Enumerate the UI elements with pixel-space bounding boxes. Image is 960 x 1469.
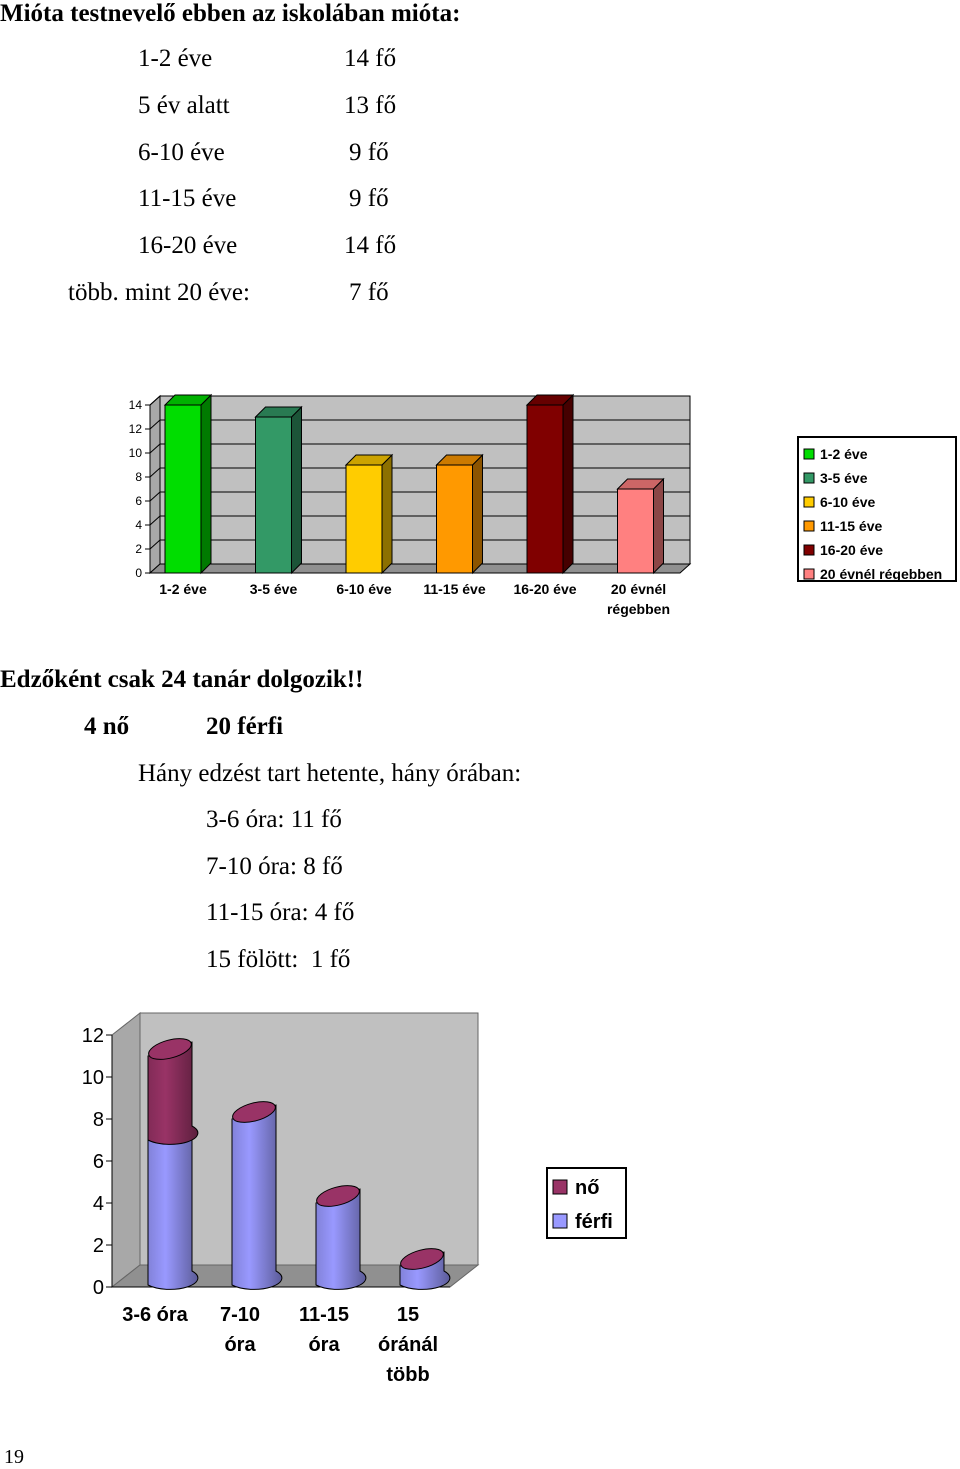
y-tick-label: 0: [92, 1277, 104, 1299]
y-tick-label: 4: [135, 518, 142, 532]
cylinder-men: [232, 1105, 282, 1289]
y-tick-label: 6: [135, 494, 142, 508]
x-tick-label: óránál: [377, 1334, 439, 1356]
section-title-coaches: Edzőként csak 24 tanár dolgozik!!: [0, 666, 364, 693]
bar-side: [292, 407, 302, 573]
tenure-label: több. mint 20 éve:: [68, 279, 250, 306]
section-title-tenure: Mióta testnevelő ebben az iskolában mióta:: [0, 0, 461, 27]
x-tick-label: 3-5 éve: [249, 581, 298, 597]
legend-label: nő: [575, 1177, 600, 1199]
legend-swatch: [804, 449, 814, 459]
x-tick-label: 16-20 éve: [513, 581, 577, 597]
x-tick-label: óra: [224, 1334, 256, 1356]
men-count: 20 férfi: [206, 713, 284, 740]
y-tick-label: 12: [128, 422, 142, 436]
x-tick-label: 3-6 óra: [122, 1304, 188, 1326]
y-tick-label: 14: [128, 398, 142, 412]
legend-label: 6-10 éve: [820, 494, 876, 510]
x-tick-label: 15: [396, 1304, 420, 1326]
x-tick-label: 7-10: [219, 1304, 261, 1326]
tenure-label: 5 év alatt: [138, 92, 230, 119]
x-tick-label: 11-15 éve: [423, 581, 486, 597]
bar-side: [654, 479, 664, 573]
x-tick-label: óra: [308, 1334, 340, 1356]
training-question: Hány edzést tart hetente, hány órában:: [138, 760, 522, 787]
x-tick-label: 20 évnél: [610, 581, 667, 597]
legend-label: 16-20 éve: [820, 542, 884, 558]
x-tick-label: régebben: [606, 601, 671, 617]
y-tick-label: 12: [81, 1025, 104, 1047]
y-tick-label: 0: [135, 566, 142, 580]
training-cylinder-chart: [0, 1000, 960, 1400]
y-tick-label: 8: [135, 470, 142, 484]
legend-swatch: [804, 473, 814, 483]
bar: [346, 465, 382, 573]
x-tick-label: 1-2 éve: [159, 581, 207, 597]
y-tick-label: 8: [92, 1109, 104, 1131]
legend-label: 20 évnél régebben: [820, 566, 943, 582]
training-row: 15 fölött: 1 fő: [206, 946, 351, 973]
training-row: 7-10 óra: 8 fő: [206, 853, 343, 880]
plot-back-wall: [160, 396, 690, 564]
y-tick-label: 10: [81, 1067, 104, 1089]
training-row: 3-6 óra: 11 fő: [206, 806, 342, 833]
tenure-value: 14 fő: [344, 45, 397, 72]
legend-swatch: [804, 569, 814, 579]
women-count: 4 nő: [84, 713, 130, 740]
legend-swatch: [804, 545, 814, 555]
tenure-value: 13 fő: [344, 92, 397, 119]
x-tick-label: több: [386, 1364, 430, 1386]
training-row: 11-15 óra: 4 fő: [206, 899, 355, 926]
plot-side-wall: [150, 396, 160, 573]
bar: [527, 405, 563, 573]
y-tick-label: 2: [135, 542, 142, 556]
x-tick-label: 11-15: [298, 1304, 350, 1326]
tenure-label: 11-15 éve: [138, 185, 237, 212]
y-tick-label: 10: [128, 446, 142, 460]
legend-swatch: [804, 521, 814, 531]
legend-label: 3-5 éve: [820, 470, 868, 486]
bar: [256, 417, 292, 573]
plot-side-wall: [112, 1013, 140, 1287]
legend-swatch: [804, 497, 814, 507]
tenure-label: 6-10 éve: [138, 139, 225, 166]
y-tick-label: 4: [92, 1193, 104, 1215]
legend-label: 1-2 éve: [820, 446, 868, 462]
bar: [437, 465, 473, 573]
y-tick-label: 6: [92, 1151, 104, 1173]
legend-label: 11-15 éve: [820, 518, 883, 534]
y-tick-label: 2: [92, 1235, 104, 1257]
bar: [618, 489, 654, 573]
bar-side: [563, 395, 573, 573]
bar-side: [201, 395, 211, 573]
tenure-value: 9 fő: [349, 185, 389, 212]
tenure-value: 14 fő: [344, 232, 397, 259]
legend-label: férfi: [575, 1211, 613, 1233]
tenure-label: 16-20 éve: [138, 232, 238, 259]
tenure-bar-chart: [0, 380, 960, 630]
bar-side: [473, 455, 483, 573]
tenure-label: 1-2 éve: [138, 45, 213, 72]
bar-side: [382, 455, 392, 573]
page-number: 19: [4, 1446, 24, 1468]
cylinder-men: [148, 1126, 198, 1289]
legend-swatch: [553, 1214, 567, 1228]
bar: [165, 405, 201, 573]
x-tick-label: 6-10 éve: [336, 581, 392, 597]
legend-swatch: [553, 1180, 567, 1194]
plot-floor: [150, 564, 690, 573]
tenure-value: 7 fő: [349, 279, 389, 306]
tenure-value: 9 fő: [349, 139, 389, 166]
